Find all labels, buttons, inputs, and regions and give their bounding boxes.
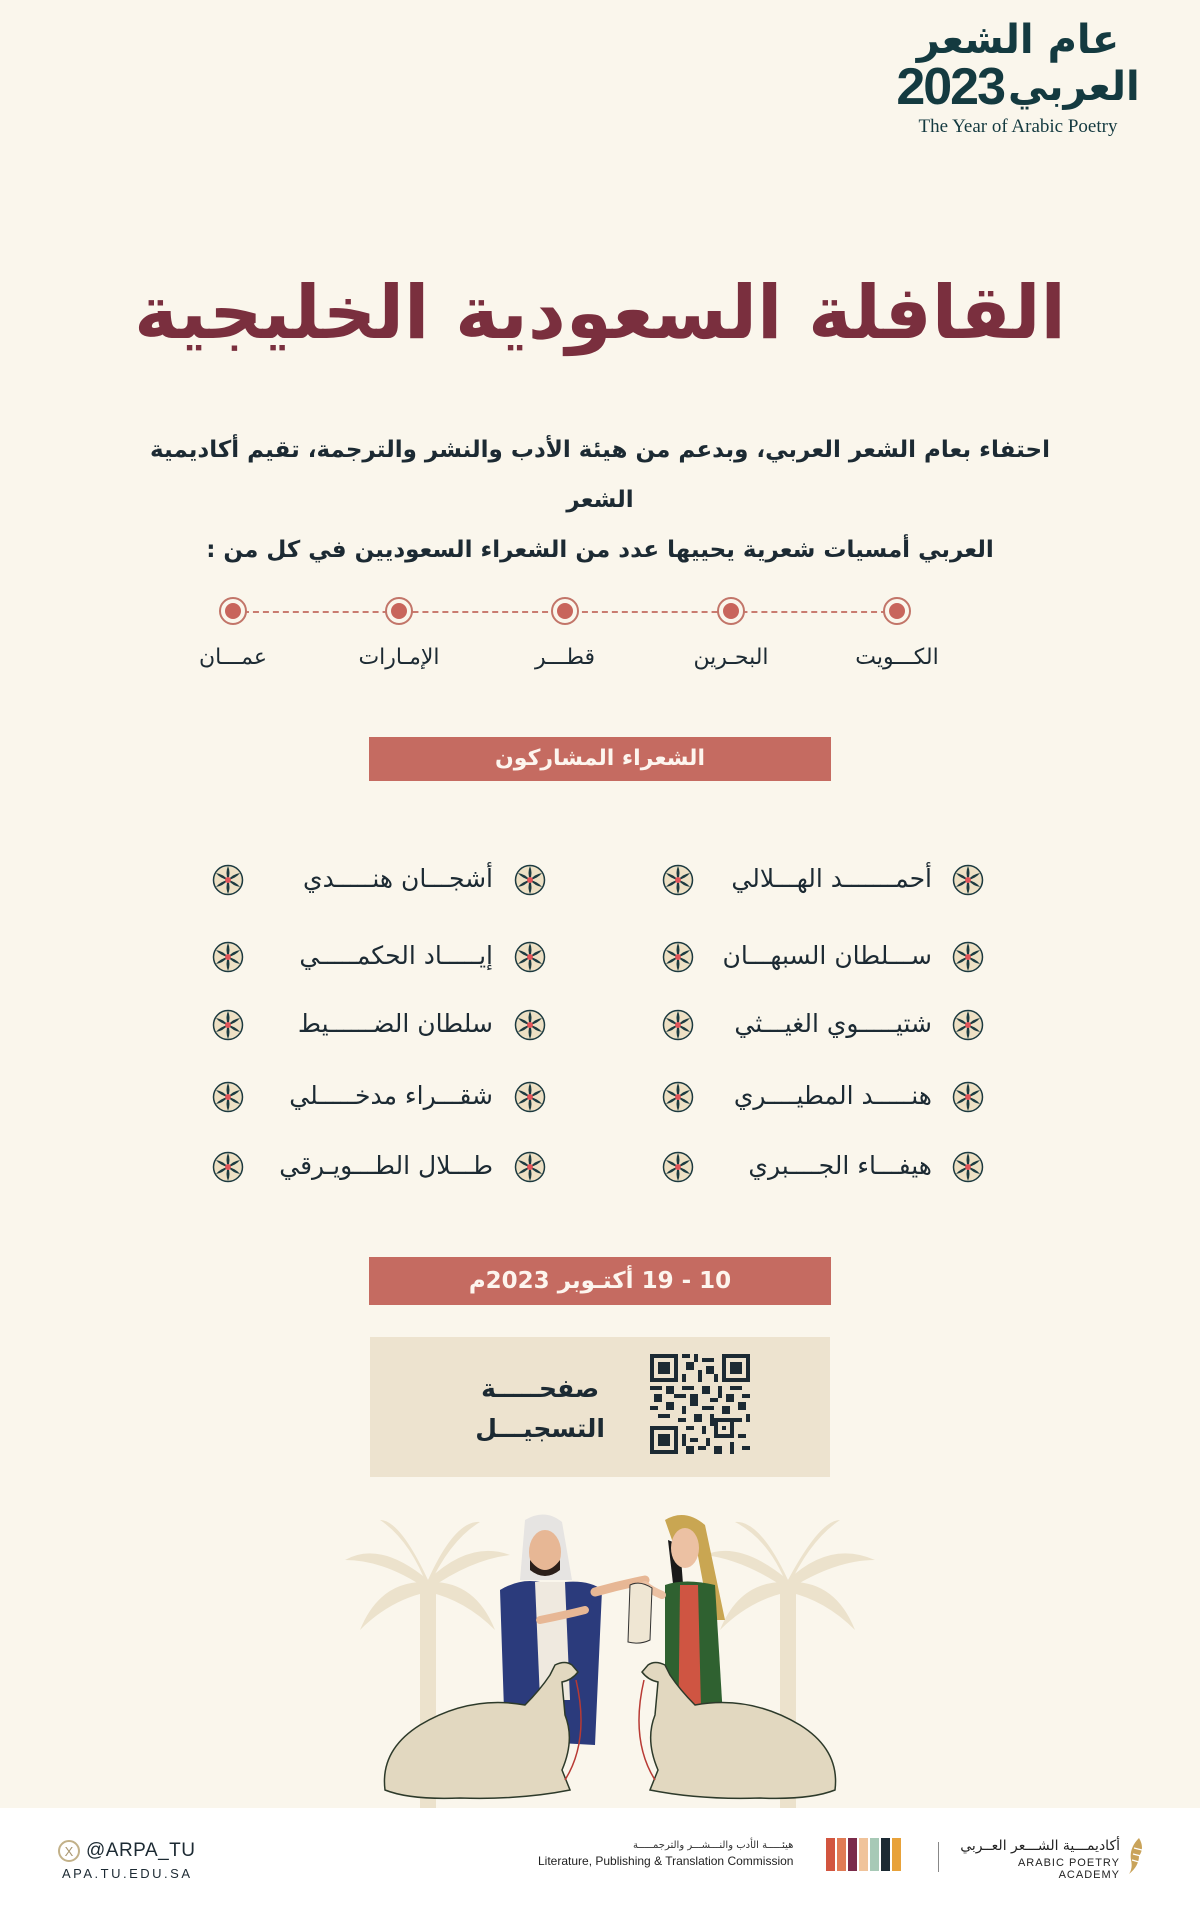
apa-arabic: أكاديمـــية الشـــعر العــربي (960, 1838, 1120, 1854)
lptc-english: Literature, Publishing & Translation Commission (538, 1854, 794, 1868)
logo-arabic-line1: عام الشعر (916, 17, 1120, 63)
intro-line-1: احتفاء بعام الشعر العربي، وبدعم من هيئة الأدب والنشر والترجمة، تقيم أكاديمية الشعر (150, 437, 1050, 513)
rosette-icon (212, 864, 244, 896)
scroll-icon (628, 1583, 652, 1643)
registration-box[interactable] (370, 1337, 830, 1477)
camel-right-icon (642, 1663, 836, 1799)
rosette-icon (952, 864, 984, 896)
poet-item (624, 859, 984, 899)
page-title: القافلة السعودية الخليجية (134, 270, 1066, 356)
timeline-label: قطـــر (534, 645, 596, 670)
registration-label-line2: التسجيـــل (475, 1414, 605, 1443)
rosette-icon (952, 1151, 984, 1183)
poet-name: ســـلطان السبهـــان (722, 941, 932, 970)
qr-code-icon[interactable] (650, 1354, 750, 1454)
apa-feather-logo-icon (1125, 1836, 1147, 1876)
rosette-icon (662, 864, 694, 896)
rosette-icon (212, 1009, 244, 1041)
poet-name: طـــلال الطـــويـرقي (279, 1151, 493, 1180)
location-dot-icon (385, 597, 413, 625)
social-contact (58, 1840, 196, 1881)
poet-name: أشجـــان هنـــــدي (303, 864, 493, 893)
poet-item (196, 1146, 556, 1186)
timeline-label: عمـــان (198, 645, 268, 670)
registration-label (475, 1369, 605, 1449)
poet-item (624, 1076, 984, 1116)
timeline-label: الإمـارات (358, 645, 440, 670)
participating-poets-banner: الشعراء المشاركون (369, 737, 831, 781)
rosette-icon (662, 1151, 694, 1183)
rosette-icon (212, 1151, 244, 1183)
poet-item (196, 1004, 556, 1044)
poet-item (624, 936, 984, 976)
logo-english: The Year of Arabic Poetry (918, 116, 1118, 137)
timeline-label: الكـــويت (855, 645, 939, 670)
rosette-icon (952, 941, 984, 973)
rosette-icon (212, 941, 244, 973)
poet-name: إيـــــاد الحكمـــــي (299, 941, 493, 970)
lptc-logo-text (538, 1840, 793, 1868)
poet-item (196, 859, 556, 899)
poets-on-camels-illustration (340, 1500, 880, 1810)
location-dot-icon (219, 597, 247, 625)
poet-name: أحمـــــــد الهـــلالي (731, 864, 932, 893)
poet-name: شقـــراء مدخـــــلي (289, 1081, 493, 1110)
logo-row (896, 58, 1140, 116)
social-handle[interactable]: @ARPA_TU (86, 1840, 196, 1861)
rosette-icon (514, 941, 546, 973)
rosette-icon (952, 1009, 984, 1041)
poet-name: سلطان الضــــــيط (297, 1009, 493, 1038)
apa-english: ARABIC POETRY ACADEMY (1017, 1857, 1120, 1881)
website-link[interactable]: APA.TU.EDU.SA (62, 1866, 193, 1881)
year-of-arabic-poetry-logo (898, 18, 1138, 138)
poet-name: شتيـــــوي الغيـــثي (734, 1009, 932, 1038)
location-dot-icon (883, 597, 911, 625)
x-twitter-icon[interactable]: X (58, 1840, 80, 1862)
rosette-icon (514, 864, 546, 896)
poet-item (624, 1004, 984, 1044)
rosette-icon (952, 1081, 984, 1113)
rosette-icon (514, 1151, 546, 1183)
intro-line-2: العربي أمسيات شعرية يحييها عدد من الشعراء السعوديين في كل من : (206, 537, 994, 563)
poet-item (196, 936, 556, 976)
event-date-banner: 10 - 19 أكتـوبر 2023م (369, 1257, 831, 1305)
location-dot-icon (551, 597, 579, 625)
camel-left-icon (384, 1663, 578, 1799)
rosette-icon (662, 941, 694, 973)
lptc-arabic: هيئـــــة الأدب والنـــشـــر والترجمـــــة (633, 1840, 794, 1851)
footer-divider (938, 1842, 939, 1872)
lptc-logo-mark-icon (826, 1838, 901, 1871)
footer (0, 1808, 1200, 1916)
logo-arabic-line2: العربي (1008, 64, 1140, 110)
registration-label-line1: صفحـــــة (481, 1374, 600, 1403)
location-dot-icon (717, 597, 745, 625)
intro-paragraph (120, 425, 1080, 575)
poet-item (196, 1076, 556, 1116)
poet-name: هنـــــد المطيــــري (733, 1081, 932, 1110)
logo-year: 2023 (896, 58, 1004, 116)
poet-item (624, 1146, 984, 1186)
poet-name: هيفـــاء الجــــبري (748, 1151, 932, 1180)
apa-logo-text (955, 1838, 1120, 1881)
rosette-icon (662, 1009, 694, 1041)
rosette-icon (662, 1081, 694, 1113)
timeline-label: البحـرين (693, 645, 769, 670)
rosette-icon (514, 1009, 546, 1041)
rosette-icon (212, 1081, 244, 1113)
rosette-icon (514, 1081, 546, 1113)
